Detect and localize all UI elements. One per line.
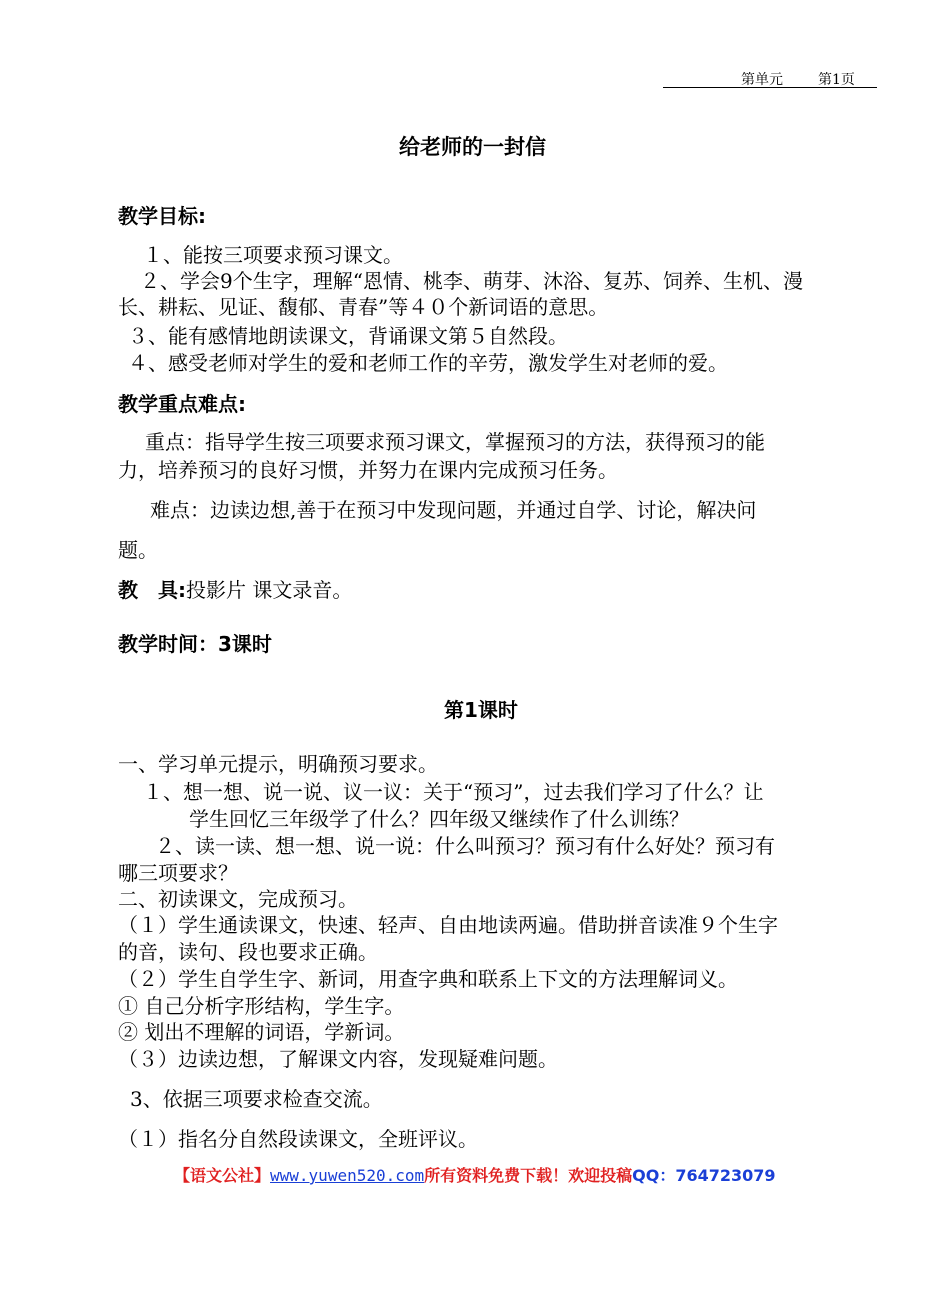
objective-3: ３、能有感情地朗读课文，背诵课文第５自然段。 bbox=[128, 324, 568, 348]
keypoint-line2: 力，培养预习的良好习惯，并努力在课内完成预习任务。 bbox=[118, 458, 618, 482]
tools-row bbox=[118, 574, 352, 603]
footer-url-link[interactable]: www.yuwen520.com bbox=[270, 1166, 425, 1185]
step-2-1-line1: （１）学生通读课文，快速、轻声、自由地读两遍。借助拼音读准９个生字 bbox=[118, 913, 778, 937]
step-3: 3、依据三项要求检查交流。 bbox=[130, 1087, 383, 1111]
objective-1: １、能按三项要求预习课文。 bbox=[143, 243, 403, 267]
objective-2-line2: 长、耕耘、见证、馥郁、青春”等４０个新词语的意思。 bbox=[118, 295, 609, 319]
difficulty-line2: 题。 bbox=[118, 538, 158, 562]
objective-2-line1: ２、学会9个生字，理解“恩情、桃李、萌芽、沐浴、复苏、饲养、生机、漫 bbox=[140, 269, 803, 293]
step-2-2: （２）学生自学生字、新词，用查字典和联系上下文的方法理解词义。 bbox=[118, 967, 738, 991]
step-3-1: （１）指名分自然段读课文，全班评议。 bbox=[118, 1127, 478, 1151]
header-page: 第1页 bbox=[818, 72, 855, 88]
lesson-heading: 第1课时 bbox=[444, 698, 518, 722]
footer-brand: 【语文公社】 bbox=[174, 1166, 271, 1185]
objective-4: ４、感受老师对学生的爱和老师工作的辛劳，激发学生对老师的爱。 bbox=[128, 351, 728, 375]
keypoint-line1: 重点：指导学生按三项要求预习课文，掌握预习的方法，获得预习的能 bbox=[145, 430, 765, 454]
tools-label: 教 具: bbox=[118, 578, 186, 602]
footer-qq: QQ：764723079 bbox=[632, 1166, 776, 1185]
step-2-1-line2: 的音，读句、段也要求正确。 bbox=[118, 940, 378, 964]
keypoints-heading: 教学重点难点: bbox=[118, 392, 246, 416]
step-1-2-line1: ２、读一读、想一想、说一说：什么叫预习？预习有什么好处？预习有 bbox=[155, 834, 775, 858]
time-row bbox=[118, 628, 272, 657]
step-1-1-line1: １、想一想、说一说、议一议：关于“预习”，过去我们学习了什么？让 bbox=[143, 780, 764, 804]
step-1-2-line2: 哪三项要求？ bbox=[118, 861, 238, 885]
document-title: 给老师的一封信 bbox=[399, 135, 546, 159]
time-value: 3课时 bbox=[218, 632, 272, 656]
step-2-2-a: ① 自己分析字形结构，学生字。 bbox=[118, 994, 405, 1018]
difficulty-line1: 难点：边读边想,善于在预习中发现问题，并通过自学、讨论，解决问 bbox=[150, 498, 757, 522]
footer-slogan: 所有资料免费下载！欢迎投稿 bbox=[424, 1166, 633, 1185]
step-2-3: （３）边读边想，了解课文内容，发现疑难问题。 bbox=[118, 1047, 558, 1071]
header-unit: 第单元 bbox=[741, 72, 783, 88]
step-2-2-b: ② 划出不理解的词语，学新词。 bbox=[118, 1020, 405, 1044]
step-1-1-line2: 学生回忆三年级学了什么？四年级又继续作了什么训练？ bbox=[189, 807, 689, 831]
objectives-heading: 教学目标: bbox=[118, 204, 206, 228]
time-label: 教学时间： bbox=[118, 632, 218, 656]
step-2: 二、初读课文，完成预习。 bbox=[118, 887, 358, 911]
tools-value: 投影片 课文录音。 bbox=[186, 578, 353, 602]
step-1: 一、学习单元提示，明确预习要求。 bbox=[118, 752, 438, 776]
footer-banner bbox=[174, 1163, 776, 1186]
header-rule bbox=[663, 87, 877, 88]
